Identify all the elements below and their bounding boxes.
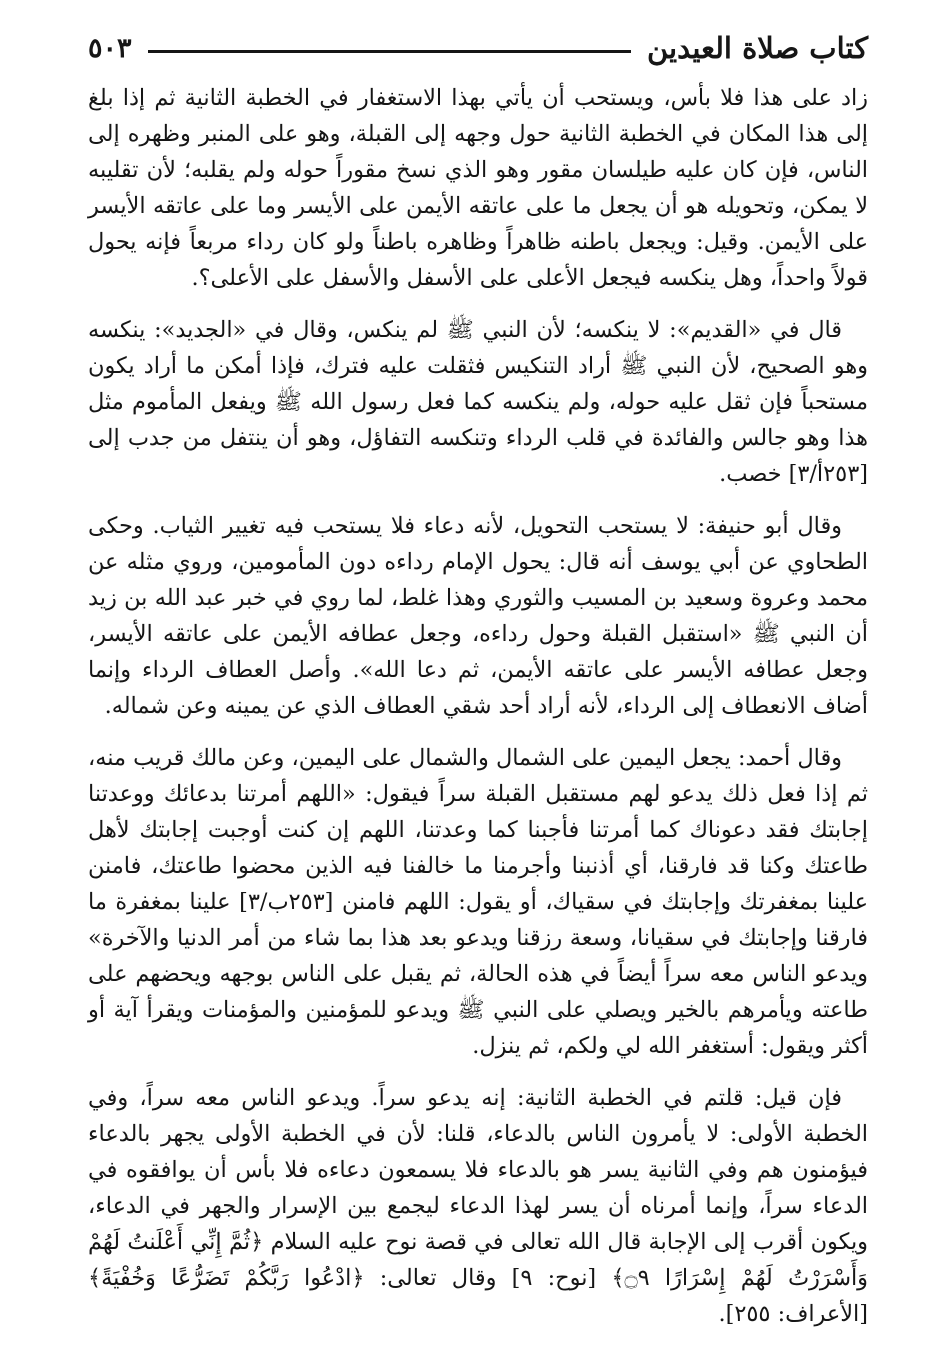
paragraph: وقال أبو حنيفة: لا يستحب التحويل، لأنه دعاء فلا يستحب فيه تغيير الثياب. وحكى الطحاوي عن أبي يوسف أنه قال: يحول الإمام رداءه دون المأمومين، وروي مثله عن محمد وعروة وسعيد بن المسيب والثوري وهذا غلط، لما روي في خبر عبد الله بن زيد أن النبي ﷺ «استقبل القبلة وحول رداءه، وجعل عطافه الأيمن على عاتقه الأيسر، وجعل عطافه الأيسر على عاتقه الأيمن، ثم دعا الله». وأصل العطاف الرداء وإنما أضاف الانعطاف إلى الرداء، لأنه أراد أحد شقي العطاف الذي عن يمينه وعن شماله.: [88, 513, 868, 719]
paragraph: وقال أحمد: يجعل اليمين على الشمال والشمال على اليمين، وعن مالك قريب منه، ثم إذا فعل ذلك يدعو لهم مستقبل القبلة سراً فيقول: «اللهم أمرتنا بدعائك ووعدتنا إجابتك فقد دعوناك كما أمرتنا فأجبنا كما وعدتنا، اللهم إن كنت أوجبت إجابتك لأهل طاعتك وكنا قد فارقنا، أي أذنبنا وأجرمنا ما خالفنا فيه الذين محضوا طاعتك، فامنن علينا بمغفرتك وإجابتك في سقياك، أو يقول: اللهم فامنن [٢٥٣ب/٣] علينا بمغفرة ما فارقنا وإجابتك في سقيانا، وسعة رزقنا ويدعو بعد هذا بما شاء من أمر الدنيا والآخرة» ويدعو الناس معه سراً أيضاً في هذه الحالة، ثم يقبل على الناس بوجهه ويحضهم على طاعته ويأمرهم بالخير ويصلي على النبي ﷺ ويدعو للمؤمنين والمؤمنات ويقرأ آية أو أكثر ويقول: أستغفر الله لي ولكم، ثم ينزل.: [88, 745, 868, 1059]
book-title: كتاب صلاة العيدين: [646, 31, 868, 65]
page-header: [88, 22, 868, 74]
paragraph: فإن قيل: قلتم في الخطبة الثانية: إنه يدعو سراً. ويدعو الناس معه سراً، وفي الخطبة الأولى: لا يأمرون الناس بالدعاء، قلنا: لأن في الخطبة الأولى يجهر بالدعاء فيؤمنون هم وفي الثانية يسر هو بالدعاء فلا يسمعون دعاءه فلا بأس أن يوافقوه في الدعاء سراً، وإنما أمرناه أن يسر لهذا الدعاء ليجمع بين الإسرار والجهر في الدعاء، ويكون أقرب إلى الإجابة قال الله تعالى في قصة نوح عليه السلام ﴿ثُمَّ إِنِّي أَعْلَنتُ لَهُمْ وَأَسْرَرْتُ لَهُمْ إِسْرَارًا ۝٩﴾ [نوح: ٩] وقال تعالى: ﴿ادْعُوا رَبَّكُمْ تَضَرُّعًا وَخُفْيَةً﴾ [الأعراف: ٢٥٥].: [88, 1085, 868, 1327]
header-rule: [148, 50, 631, 53]
paragraph: قال في «القديم»: لا ينكسه؛ لأن النبي ﷺ لم ينكس، وقال في «الجديد»: ينكسه وهو الصحيح، لأن النبي ﷺ أراد التنكيس فثقلت عليه فترك، فإذا أمكن ما أراد يكون مستحباً فإن ثقل عليه حوله، ولم ينكسه كما فعل رسول الله ﷺ ويفعل المأموم مثل هذا وهو جالس والفائدة في قلب الرداء وتنكسه التفاؤل، وهو أن ينتفل من جدب إلى [٢٥٣أ/٣] خصب.: [88, 317, 868, 487]
paragraph: زاد على هذا فلا بأس، ويستحب أن يأتي بهذا الاستغفار في الخطبة الثانية ثم إذا بلغ إلى هذا المكان في الخطبة الثانية حول وجهه إلى القبلة، وهو على المنبر وظهره إلى الناس، فإن كان عليه طيلسان مقور وهو الذي نسخ مقوراً حوله ولم يقلبه؛ لأن تقليبه لا يمكن، وتحويله هو أن يجعل ما على عاتقه الأيمن على الأيسر وما على عاتقه الأيسر على الأيمن. وقيل: ويجعل باطنه ظاهراً وظاهره باطناً ولو كان رداء مربعاً فإنه يحول قولاً واحداً، وهل ينكسه فيجعل الأعلى على الأسفل والأسفل على الأعلى؟.: [88, 85, 868, 291]
page-number: ٥٠٣: [88, 32, 132, 64]
body-text: [88, 80, 868, 1332]
